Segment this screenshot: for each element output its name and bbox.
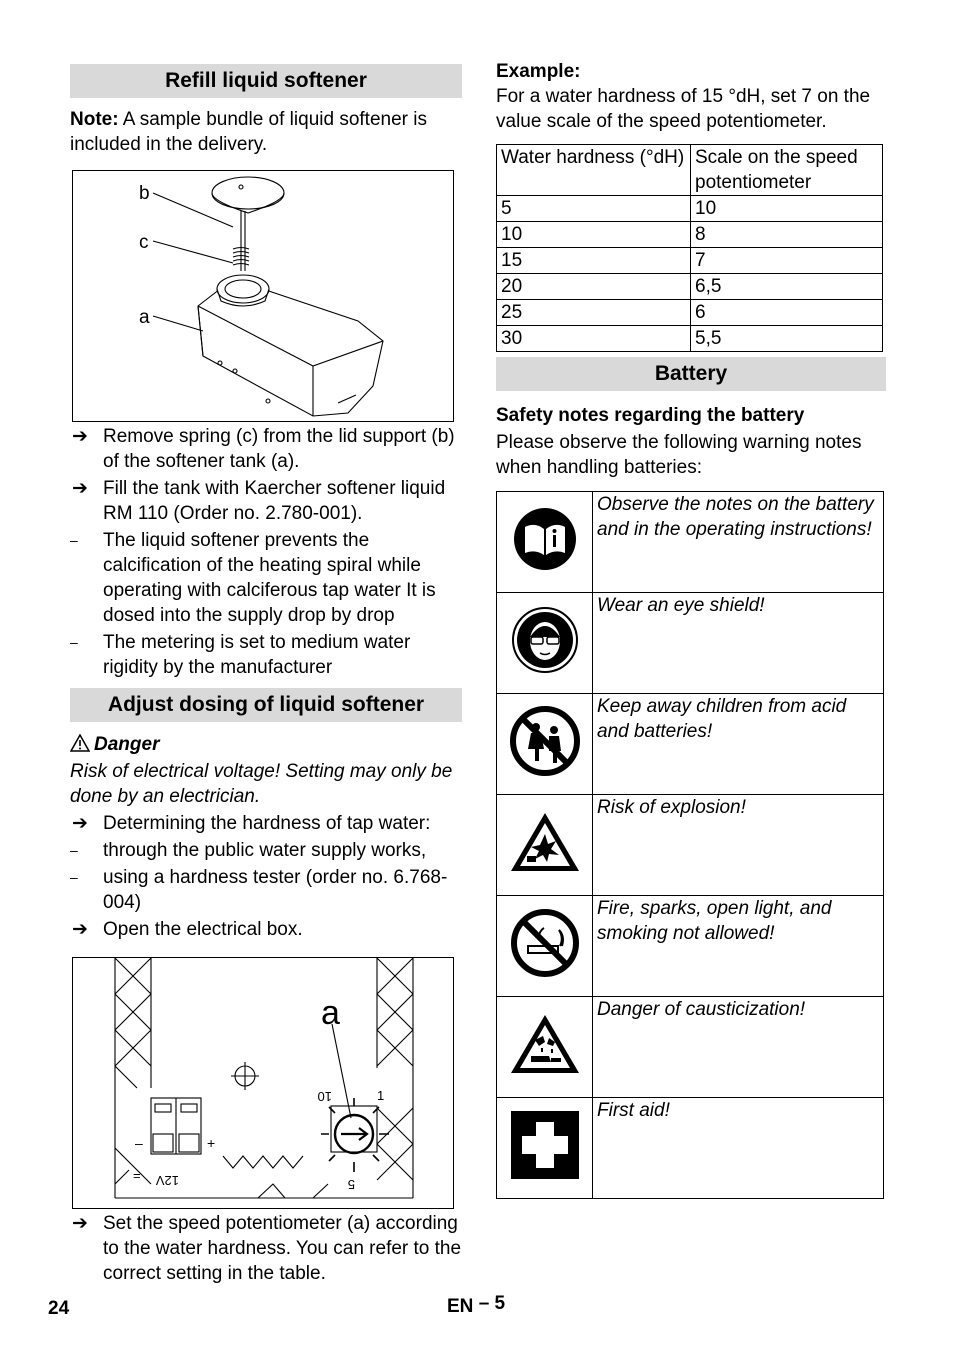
list-item: [70, 838, 462, 863]
refill-steps-list: [70, 424, 462, 680]
warning-text: First aid!: [593, 1098, 884, 1199]
softener-tank-figure: [72, 170, 454, 422]
note-text: A sample bundle of liquid softener is included in the delivery.: [70, 109, 427, 155]
fig2-equals: =: [133, 1168, 141, 1183]
list-item: [70, 528, 462, 628]
sub-page-number: – 5: [478, 1293, 506, 1314]
danger-label: Danger: [94, 734, 160, 755]
dash-bullet-icon: –: [70, 634, 78, 650]
list-item-text: Fill the tank with Kaercher softener liquid RM 110 (Order no. 2.780-001).: [103, 478, 446, 524]
list-item: [70, 630, 462, 680]
table-cell: 5,5: [691, 326, 883, 352]
table-row: [497, 300, 883, 326]
list-item-text: The liquid softener prevents the calcification of the heating spiral while operating with calciferous tap water It is dosed into the supply drop by drop: [103, 530, 436, 626]
first-aid-icon: [497, 1098, 593, 1199]
warning-table: [496, 491, 884, 1199]
fig2-minus: –: [135, 1135, 143, 1151]
refill-heading: Refill liquid softener: [70, 64, 462, 98]
left-column: [70, 64, 462, 1286]
table-cell: 10: [497, 222, 691, 248]
note-paragraph: [70, 107, 462, 157]
dash-bullet-icon: –: [70, 869, 78, 885]
list-item-text: Determining the hardness of tap water:: [103, 813, 431, 834]
list-item: [70, 424, 462, 474]
list-item-text: Remove spring (c) from the lid support (b) of the softener tank (a).: [103, 426, 455, 472]
list-item: [70, 917, 462, 942]
safety-intro: Please observe the following warning notes when handling batteries:: [496, 432, 862, 478]
fig1-label-c: c: [139, 232, 149, 253]
adjust-steps-list: [70, 811, 462, 942]
list-item: [70, 811, 462, 836]
table-row: [497, 795, 884, 896]
warning-text: Observe the notes on the battery and in the operating instructions!: [593, 492, 884, 593]
table-cell: 20: [497, 274, 691, 300]
table-row: [497, 196, 883, 222]
warning-text: Wear an eye shield!: [593, 593, 884, 694]
fig2-voltage-label: 12V: [155, 1173, 179, 1188]
table-row: [497, 1098, 884, 1199]
safety-heading: Safety notes regarding the battery: [496, 405, 805, 426]
table-row: [497, 896, 884, 997]
footer-language: [447, 1293, 506, 1318]
manual-icon: [497, 492, 593, 593]
table-header-row: [497, 145, 883, 196]
table-row: [497, 222, 883, 248]
warning-text: Danger of causticization!: [593, 997, 884, 1098]
fig1-label-b: b: [139, 183, 150, 204]
fig2-plus: +: [207, 1135, 216, 1151]
table-row: [497, 326, 883, 352]
arrow-bullet-icon: ➔: [72, 919, 88, 940]
table-row: [497, 274, 883, 300]
table-cell: 7: [691, 248, 883, 274]
fig2-label-a: a: [321, 994, 340, 1032]
final-step-list: [70, 1211, 462, 1286]
arrow-bullet-icon: ➔: [72, 426, 88, 447]
danger-line: [70, 732, 462, 759]
table-cell: 6: [691, 300, 883, 326]
warning-text: Risk of explosion!: [593, 795, 884, 896]
note-label: Note:: [70, 109, 119, 130]
caustic-icon: [497, 997, 593, 1098]
keep-children-away-icon: [497, 694, 593, 795]
danger-text: Risk of electrical voltage! Setting may only be done by an electrician.: [70, 761, 453, 807]
example-text: For a water hardness of 15 °dH, set 7 on the value scale of the speed potentiometer.: [496, 86, 871, 132]
language-code: EN: [447, 1296, 474, 1317]
table-cell: 6,5: [691, 274, 883, 300]
arrow-bullet-icon: ➔: [72, 478, 88, 499]
warning-triangle-icon: [70, 734, 94, 759]
table-cell: 10: [691, 196, 883, 222]
table-row: [497, 248, 883, 274]
dash-bullet-icon: –: [70, 532, 78, 548]
electrical-box-figure: [72, 957, 454, 1209]
arrow-bullet-icon: ➔: [72, 1213, 88, 1234]
list-item-text: Open the electrical box.: [103, 919, 303, 940]
page-number: 24: [48, 1298, 70, 1319]
table-row: [497, 593, 884, 694]
table-row: [497, 492, 884, 593]
list-item-text: Set the speed potentiometer (a) according to the water hardness. You can refer to the correct setting in the table.: [103, 1213, 462, 1284]
hardness-table: [496, 144, 883, 352]
right-column: [496, 60, 886, 1199]
fig2-scale-10: 10: [317, 1089, 332, 1104]
table-header-cell: Water hardness (°dH): [497, 145, 691, 196]
battery-heading: Battery: [496, 357, 886, 391]
table-cell: 5: [497, 196, 691, 222]
table-cell: 25: [497, 300, 691, 326]
dash-bullet-icon: –: [70, 842, 78, 858]
list-item: [70, 865, 462, 915]
warning-text: Fire, sparks, open light, and smoking not allowed!: [593, 896, 884, 997]
table-cell: 8: [691, 222, 883, 248]
list-item-text: using a hardness tester (order no. 6.768-004): [103, 867, 448, 913]
softener-tank-illustration: [73, 171, 453, 421]
eye-shield-icon: [497, 593, 593, 694]
table-cell: 15: [497, 248, 691, 274]
table-row: [497, 997, 884, 1098]
fig2-scale-5: 5: [347, 1177, 355, 1192]
adjust-heading: Adjust dosing of liquid softener: [70, 688, 462, 722]
list-item: [70, 476, 462, 526]
fig2-scale-1: 1: [377, 1088, 385, 1103]
electrical-box-illustration: [73, 958, 453, 1208]
example-label: Example:: [496, 61, 581, 82]
no-fire-smoking-icon: [497, 896, 593, 997]
table-cell: 30: [497, 326, 691, 352]
list-item-text: The metering is set to medium water rigidity by the manufacturer: [103, 632, 411, 678]
arrow-bullet-icon: ➔: [72, 813, 88, 834]
list-item-text: through the public water supply works,: [103, 840, 427, 861]
table-header-cell: Scale on the speed potentiometer: [691, 145, 883, 196]
explosion-icon: [497, 795, 593, 896]
list-item: [70, 1211, 462, 1286]
table-row: [497, 694, 884, 795]
fig1-label-a: a: [139, 307, 150, 328]
warning-text: Keep away children from acid and batteries!: [593, 694, 884, 795]
